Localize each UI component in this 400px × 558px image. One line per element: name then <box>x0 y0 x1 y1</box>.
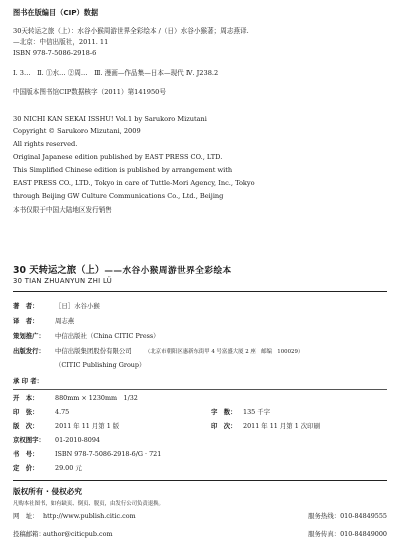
publisher-group: （CITIC Publishing Group） <box>55 361 146 369</box>
printing-value: 2011 年 11 月第 1 次印刷 <box>243 422 320 430</box>
email-label: 投稿邮箱： <box>13 530 45 538</box>
email-value[interactable]: author@citicpub.com <box>43 530 113 538</box>
book-pinyin: 30 TIAN ZHUANYUN ZHI LÜ <box>13 277 112 285</box>
isbn-value: ISBN 978-7-5086-2918-6/G · 721 <box>55 450 162 458</box>
cip-line-5: 中国版本图书馆CIP数据核字（2011）第141950号 <box>13 88 166 96</box>
isbn-label: 书 号： <box>13 450 39 458</box>
copyright-line: 本书仅限于中国大陆地区发行销售 <box>13 206 112 214</box>
divider <box>13 291 387 292</box>
publisher-value: 中信出版集团股份有限公司 <box>55 347 132 355</box>
publisher-address: （北京市朝阳区惠新东街甲 4 号富盛大厦 2 座 邮编 100029） <box>145 349 304 355</box>
service-label: 服务热线： <box>308 512 341 520</box>
book-subtitle: ——水谷小猴周游世界全彩绘本 <box>104 266 232 276</box>
copyright-line: 30 NICHI KAN SEKAI ISSHU! Vol.1 by Sarukoro Mizutani <box>13 115 207 123</box>
copyright-line: Original Japanese edition published by EAST PRESS CO., LTD. <box>13 153 223 161</box>
copyright-line: EAST PRESS CO., LTD., Tokyo in care of Tuttle-Mori Agency, Inc., Tokyo <box>13 179 255 187</box>
price-label: 定 价： <box>13 464 39 472</box>
sheets-label: 印 张： <box>13 408 39 416</box>
copyright-line: Copyright © Sarukoro Mizutani, 2009 <box>13 127 141 135</box>
cip-line-2: —北京：中信出版社，2011. 11 <box>13 38 109 46</box>
format-value: 880mm × 1230mm 1/32 <box>55 394 138 402</box>
license-value: 01-2010-8094 <box>55 436 100 444</box>
book-title <box>13 262 232 276</box>
words-label: 字 数： <box>211 408 237 416</box>
cip-line-3: ISBN 978-7-5086-2918-6 <box>13 49 97 57</box>
publisher-label: 出版发行： <box>13 347 45 355</box>
divider <box>13 480 387 481</box>
edition-label: 版 次： <box>13 422 39 430</box>
copyright-notice: 版权所有 · 侵权必究 <box>13 487 82 496</box>
printer-label: 承 印 者： <box>13 377 44 385</box>
copyright-line: All rights reserved. <box>13 140 78 148</box>
book-title-main: 30 天转运之旅（上） <box>13 265 105 276</box>
copyright-page <box>13 0 387 558</box>
divider <box>13 389 387 390</box>
fax-phone-group <box>308 530 387 539</box>
quality-notice: 凡购本社图书，如有缺页、倒页、脱页，由发行公司负责退换。 <box>13 501 164 507</box>
fax-label: 服务传真： <box>308 530 341 538</box>
translator-label: 译 者： <box>13 317 39 325</box>
translator-value: 周志燕 <box>55 317 75 325</box>
fax-phone: 010-84849000 <box>340 530 387 538</box>
printing-label: 印 次： <box>211 422 237 430</box>
site-value[interactable]: http://www.publish.citic.com <box>43 512 136 520</box>
author-label: 著 者： <box>13 302 39 310</box>
site-label: 网 址： <box>13 512 39 520</box>
planner-label: 策划推广： <box>13 332 45 340</box>
sheets-value: 4.75 <box>55 408 70 416</box>
cip-line-1: 30天转运之旅（上）：水谷小猴周游世界全彩绘本 /（日）水谷小猴著；周志燕译. <box>13 27 249 35</box>
words-value: 135 千字 <box>243 408 271 416</box>
copyright-line: through Beijing GW Culture Communications Co., Ltd., Beijing <box>13 192 224 200</box>
service-phone-group <box>308 512 387 521</box>
price-value: 29.00 元 <box>55 464 82 472</box>
cip-heading: 图书在版编目（CIP）数据 <box>13 8 99 17</box>
format-label: 开 本： <box>13 394 39 402</box>
license-label: 京权图字： <box>13 436 45 444</box>
cip-line-4: Ⅰ. 3… Ⅱ. ①水… ②周… Ⅲ. 漫画—作品集—日本—现代 Ⅳ. J238.2 <box>13 69 219 77</box>
author-value: ［日］水谷小猴 <box>55 302 100 310</box>
planner-value: 中信出版社（China CITIC Press） <box>55 332 160 340</box>
edition-value: 2011 年 11 月第 1 版 <box>55 422 120 430</box>
copyright-line: This Simplified Chinese edition is published by arrangement with <box>13 166 233 174</box>
service-phone: 010-84849555 <box>340 512 387 520</box>
